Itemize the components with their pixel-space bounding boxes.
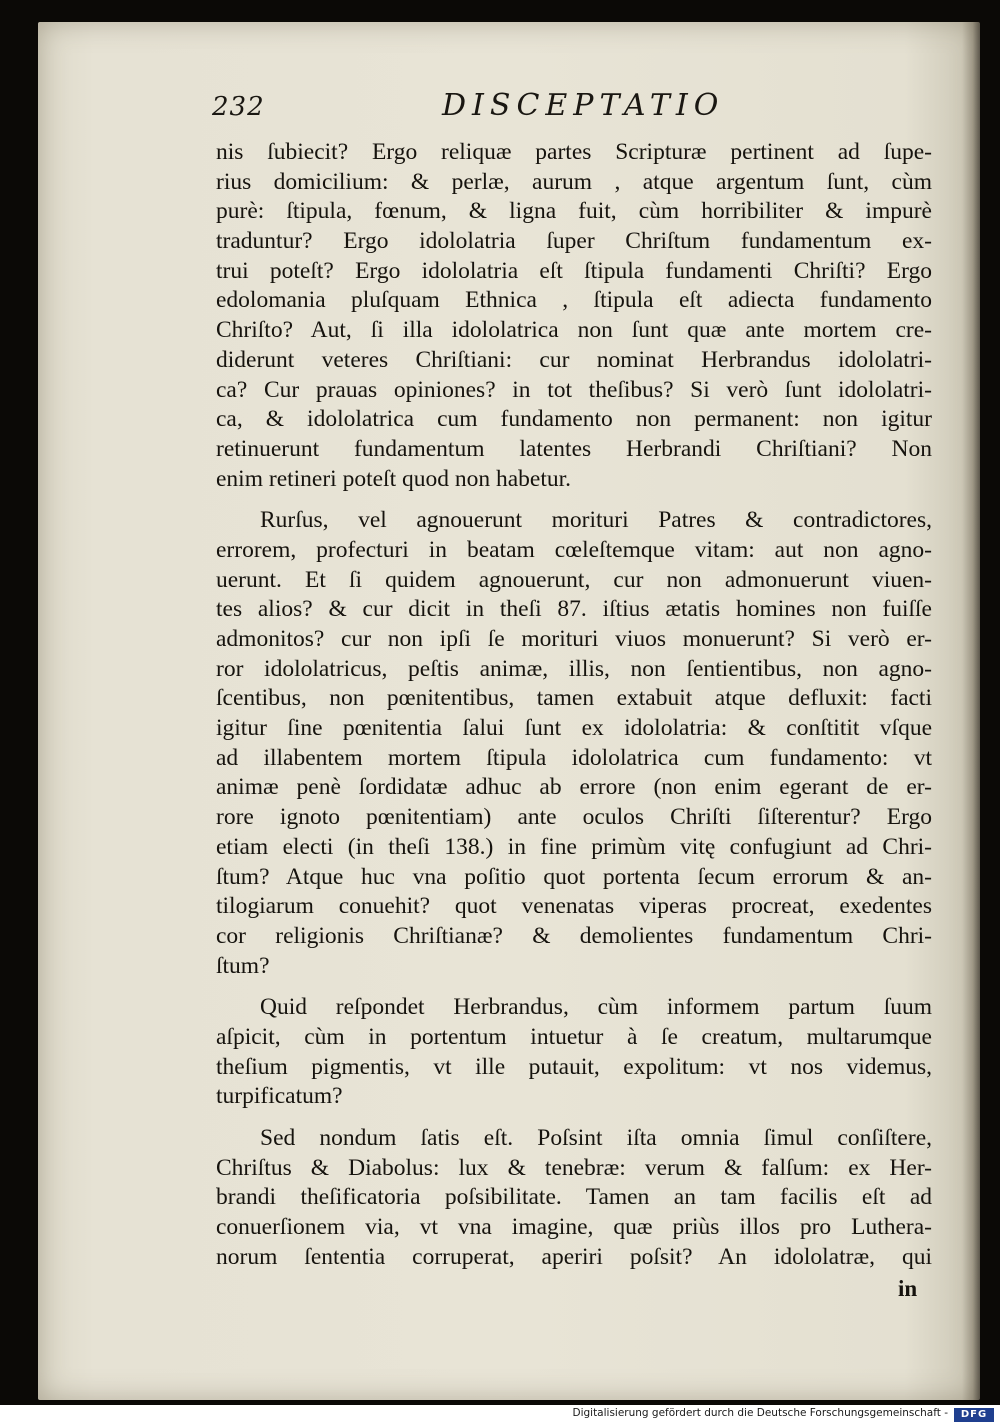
running-head <box>212 88 732 128</box>
text-line: theſium pigmentis, vt ille putauit, expolitum: vt nos videmus, <box>216 1053 932 1080</box>
digitization-footer <box>0 1405 1000 1425</box>
text-line: tilogiarum conuehit? quot venenatas viperas procreat, exedentes <box>216 893 932 920</box>
text-line: trui poteſt? Ergo idololatria eſt ſtipula fundamenti Chriſti? Ergo <box>216 257 932 284</box>
text-line: animæ penè ſordidatæ adhuc ab errore (non enim egerant de er- <box>216 774 932 801</box>
text-line: nis ſubiecit? Ergo reliquæ partes Scripturæ pertinent ad ſupe- <box>216 139 932 165</box>
funding-credit: Digitalisierung gefördert durch die Deutsche Forschungsgemeinschaft - <box>572 1407 948 1419</box>
text-line: uerunt. Et ſi quidem agnouerunt, cur non admonuerunt viuen- <box>216 566 932 593</box>
text-line: ſtum? Atque huc vna poſitio quot portenta ſecum errorum & an- <box>216 863 932 890</box>
catchword: in <box>898 1276 918 1301</box>
text-line: Chriſtus & Diabolus: lux & tenebræ: verum & falſum: ex Her- <box>216 1154 932 1181</box>
text-line: norum ſententia corruperat, aperiri poſsit? An idololatræ, qui <box>216 1243 932 1270</box>
text-line: ſtum? <box>216 952 270 979</box>
dfg-logo: DFG <box>954 1408 994 1422</box>
text-line: tes alios? & cur dicit in theſi 87. iſtius ætatis homines non fuiſſe <box>216 596 932 623</box>
text-line: Chriſto? Aut, ſi illa idololatrica non ſunt quæ ante mortem cre- <box>216 317 932 344</box>
body-text <box>216 138 932 1272</box>
page-number: 232 <box>212 92 265 122</box>
text-line: rore ignoto pœnitentiam) ante oculos Chriſti ſiſterentur? Ergo <box>216 804 932 831</box>
text-line: edolomania pluſquam Ethnica , ſtipula eſt adiecta fundamento <box>216 287 932 314</box>
text-line: ſcentibus, non pœnitentibus, tamen extabuit atque defluxit: facti <box>216 685 932 712</box>
text-line: ca? Cur prauas opiniones? in tot theſibus? Si verò ſunt idololatri- <box>216 376 932 403</box>
paragraph <box>216 993 932 1112</box>
text-line: purè: ſtipula, fœnum, & ligna fuit, cùm horribiliter & impurè <box>216 198 932 225</box>
text-line: igitur ſine pœnitentia ſalui ſunt ex idololatria: & conſtitit vſque <box>216 715 932 742</box>
text-line: cor religionis Chriſtianæ? & demolientes fundamentum Chri- <box>216 922 932 949</box>
paragraph <box>216 138 932 494</box>
header-title: DISCEPTATIO <box>442 88 725 123</box>
text-line: ca, & idololatrica cum fundamento non permanent: non igitur <box>216 406 932 433</box>
text-line: errorem, profecturi in beatam cœleſtemque vitam: aut non agno- <box>216 536 932 563</box>
page-edge-shadow <box>962 22 980 1400</box>
text-line: ror idololatricus, peſtis animæ, illis, non ſentientibus, non agno- <box>216 655 932 682</box>
paragraph <box>216 1124 932 1272</box>
text-line: brandi theſificatoria poſsibilitate. Tamen an tam facilis eſt ad <box>216 1184 932 1211</box>
text-line: retinuerunt fundamentum latentes Herbrandi Chriſtiani? Non <box>216 435 932 462</box>
text-line: Rurſus, vel agnouerunt morituri Patres & contradictores, <box>260 507 932 534</box>
text-line: Sed nondum ſatis eſt. Poſsint iſta omnia ſimul conſiſtere, <box>260 1125 932 1151</box>
text-line: ad illabentem mortem ſtipula idololatrica cum fundamento: vt <box>216 744 932 771</box>
text-line: traduntur? Ergo idololatria ſuper Chriſtum fundamentum ex- <box>216 228 932 255</box>
text-line: turpificatum? <box>216 1083 343 1110</box>
text-line: rius domicilium: & perlæ, aurum , atque argentum ſunt, cùm <box>216 168 932 195</box>
text-line: admonitos? cur non ipſi ſe morituri viuos monuerunt? Si verò er- <box>216 626 932 652</box>
text-line: enim retineri poteſt quod non habetur. <box>216 465 572 492</box>
paragraph <box>216 506 932 981</box>
text-line: aſpicit, cùm in portentum intuetur à ſe creatum, multarumque <box>216 1023 932 1050</box>
text-line: diderunt veteres Chriſtiani: cur nominat Herbrandus idololatri- <box>216 346 932 373</box>
text-line: etiam electi (in theſi 138.) in fine primùm vitę confugiunt ad Chri- <box>216 833 932 860</box>
text-line: Quid reſpondet Herbrandus, cùm informem partum ſuum <box>260 994 932 1021</box>
text-line: conuerſionem via, vt vna imagine, quæ priùs illos pro Luthera- <box>216 1214 932 1241</box>
